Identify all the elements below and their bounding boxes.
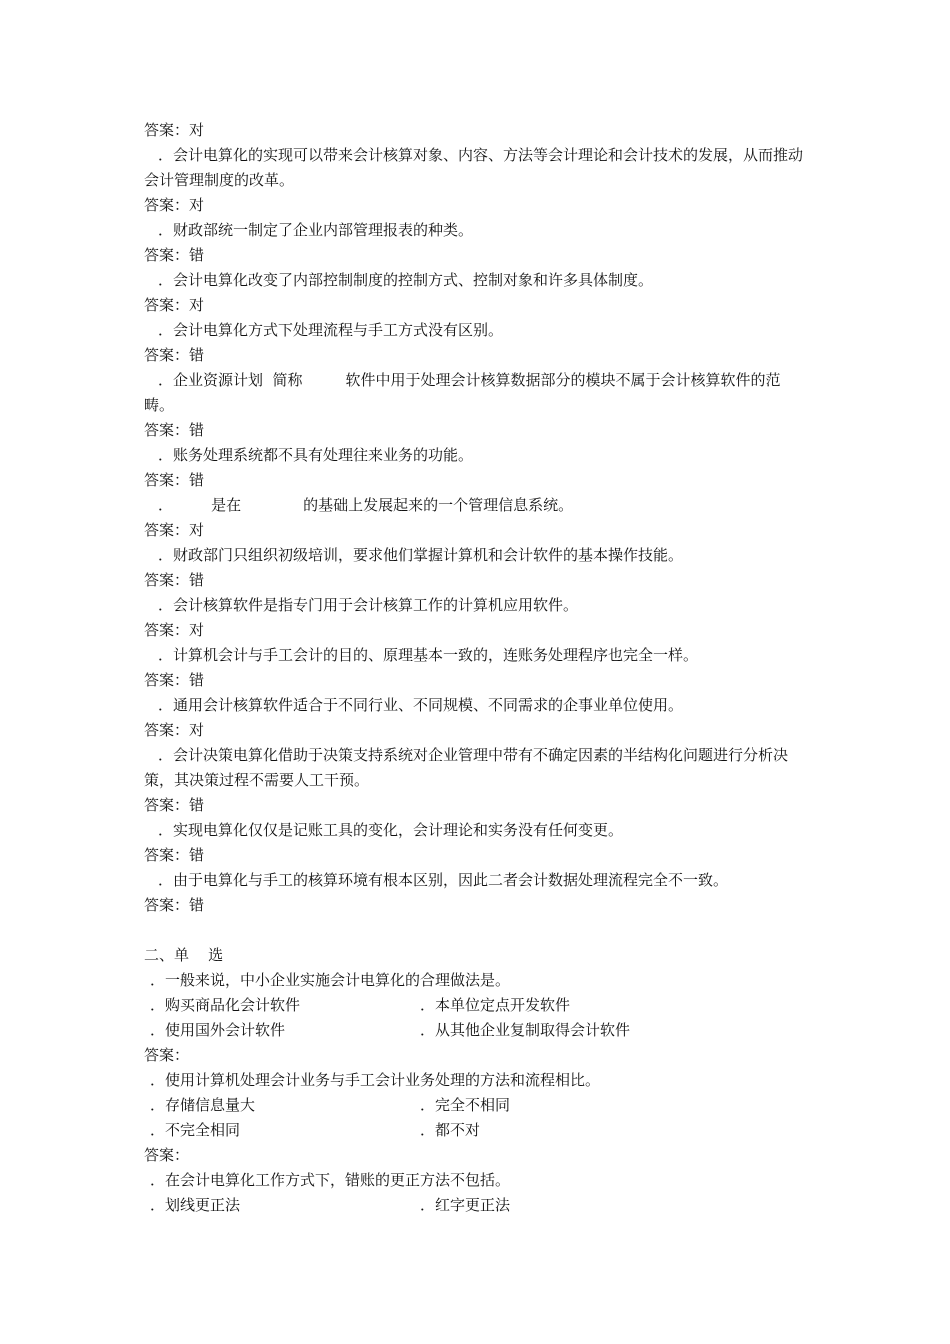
answer-5: 答案：错 bbox=[144, 421, 205, 439]
question-8: ．财政部门只组织初级培训，要求他们掌握计算机和会计软件的基本操作技能。 bbox=[158, 546, 684, 564]
question-4: ．会计电算化方式下处理流程与手工方式没有区别。 bbox=[158, 321, 504, 339]
option-a: ．存储信息量大 bbox=[150, 1096, 256, 1114]
option-d: ．都不对 bbox=[420, 1121, 481, 1139]
question-7: ． 是在 的基础上发展起来的一个管理信息系统。 bbox=[158, 496, 574, 514]
mc-options-row bbox=[144, 1193, 806, 1218]
mc-options-row bbox=[144, 1093, 806, 1118]
question-12: ．会计决策电算化借助于决策支持系统对企业管理中带有不确定因素的半结构化问题进行分析决策，其决策过程不需要人工干预。 bbox=[144, 746, 789, 789]
document-page bbox=[144, 118, 806, 1218]
question-5: ．企业资源计划 简称 软件中用于处理会计核算数据部分的模块不属于会计核算软件的范畴。 bbox=[144, 371, 781, 414]
answer-3: 答案：对 bbox=[144, 296, 205, 314]
answer-4: 答案：错 bbox=[144, 346, 205, 364]
option-c: ．使用国外会计软件 bbox=[150, 1021, 286, 1039]
answer-11: 答案：对 bbox=[144, 721, 205, 739]
answer-14: 答案：错 bbox=[144, 896, 205, 914]
option-a: ．购买商品化会计软件 bbox=[150, 996, 301, 1014]
mc-stem-1: ．一般来说，中小企业实施会计电算化的合理做法是。 bbox=[150, 971, 511, 989]
mc-stem-2: ．使用计算机处理会计业务与手工会计业务处理的方法和流程相比。 bbox=[150, 1071, 601, 1089]
answer-13: 答案：错 bbox=[144, 846, 205, 864]
mc-options-row bbox=[144, 1118, 806, 1143]
question-6: ．账务处理系统都不具有处理往来业务的功能。 bbox=[158, 446, 474, 464]
option-b: ．完全不相同 bbox=[420, 1096, 511, 1114]
answer-8: 答案：错 bbox=[144, 571, 205, 589]
option-a: ．划线更正法 bbox=[150, 1196, 241, 1214]
option-d: ．从其他企业复制取得会计软件 bbox=[420, 1021, 631, 1039]
mc-answer-2: 答案： bbox=[144, 1146, 190, 1164]
answer-1: 答案：对 bbox=[144, 196, 205, 214]
mc-section bbox=[144, 943, 806, 1218]
answer-7: 答案：对 bbox=[144, 521, 205, 539]
question-2: ．财政部统一制定了企业内部管理报表的种类。 bbox=[158, 221, 474, 239]
question-1: ．会计电算化的实现可以带来会计核算对象、内容、方法等会计理论和会计技术的发展，从而推动会计管理制度的改革。 bbox=[144, 146, 804, 189]
option-b: ．本单位定点开发软件 bbox=[420, 996, 571, 1014]
answer-10: 答案：错 bbox=[144, 671, 205, 689]
answer-9: 答案：对 bbox=[144, 621, 205, 639]
option-c: ．不完全相同 bbox=[150, 1121, 241, 1139]
question-11: ．通用会计核算软件适合于不同行业、不同规模、不同需求的企事业单位使用。 bbox=[158, 696, 684, 714]
answer-12: 答案：错 bbox=[144, 796, 205, 814]
mc-answer-1: 答案： bbox=[144, 1046, 190, 1064]
answer-6: 答案：错 bbox=[144, 471, 205, 489]
answer-0: 答案：对 bbox=[144, 121, 205, 139]
question-3: ．会计电算化改变了内部控制制度的控制方式、控制对象和许多具体制度。 bbox=[158, 271, 654, 289]
question-10: ．计算机会计与手工会计的目的、原理基本一致的，连账务处理程序也完全一样。 bbox=[158, 646, 699, 664]
mc-options-row bbox=[144, 993, 806, 1018]
tf-section bbox=[144, 118, 806, 918]
section-gap bbox=[144, 918, 806, 943]
mc-options-row bbox=[144, 1018, 806, 1043]
mc-stem-3: ．在会计电算化工作方式下，错账的更正方法不包括。 bbox=[150, 1171, 511, 1189]
question-14: ．由于电算化与手工的核算环境有根本区别，因此二者会计数据处理流程完全不一致。 bbox=[158, 871, 729, 889]
question-9: ．会计核算软件是指专门用于会计核算工作的计算机应用软件。 bbox=[158, 596, 579, 614]
section-title: 二、单 选 bbox=[144, 946, 224, 964]
question-13: ．实现电算化仅仅是记账工具的变化，会计理论和实务没有任何变更。 bbox=[158, 821, 624, 839]
option-b: ．红字更正法 bbox=[420, 1196, 511, 1214]
answer-2: 答案：错 bbox=[144, 246, 205, 264]
